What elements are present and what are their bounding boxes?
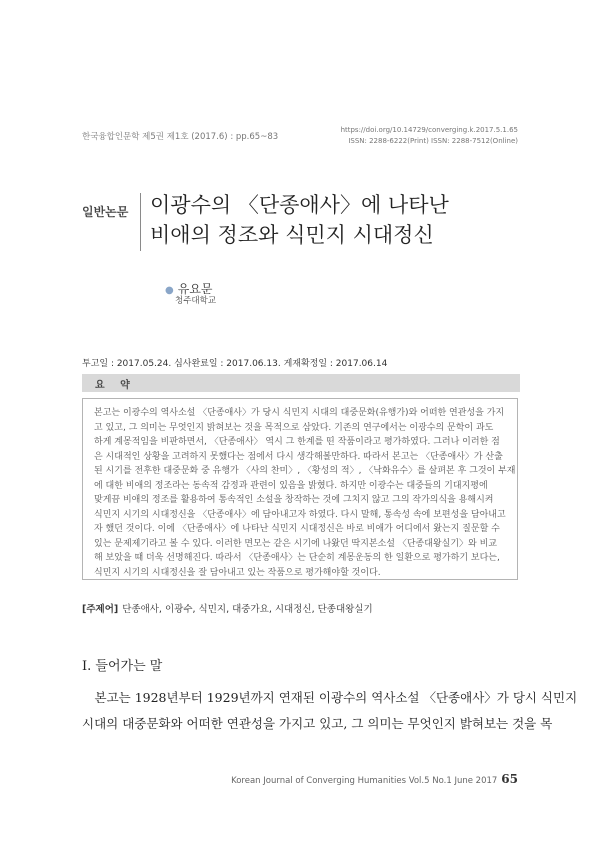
article-category: 일반논문: [82, 205, 129, 219]
title-divider: [140, 193, 141, 251]
abstract-line: 맞게끔 비애의 정조를 활용하여 통속적인 소설을 창작하는 것에 그치지 않고 그의 작가의식을 용해시켜: [94, 495, 494, 505]
title-line: 이광수의 〈단종애사〉에 나타난: [150, 193, 449, 217]
abstract-line: 고 있고, 그 의미는 무엇인지 밝혀보는 것을 목적으로 삼았다. 기존의 연구에서는 이광수의 문학이 과도: [94, 422, 494, 433]
page-number: 65: [501, 772, 518, 786]
abstract-line: 하게 계몽적임을 비판하면서, 〈단종애사〉 역시 그 한계를 띤 작품이라고 평가하였다. 그러나 이러한 점: [94, 437, 500, 447]
article-title: [150, 190, 449, 250]
keywords-text: 단종애사, 이광수, 식민지, 대중가요, 시대정신, 단종대왕실기: [122, 604, 373, 615]
abstract-header-bar: [82, 374, 520, 392]
doi-issn-block: [341, 125, 518, 147]
body-text: [82, 685, 578, 737]
footer-journal: Korean Journal of Converging Humanities Vol.5 No.1 June 2017: [231, 776, 498, 786]
author-affiliation: 청주대학교: [175, 296, 217, 306]
abstract-line: 본고는 이광수의 역사소설 〈단종애사〉가 당시 식민지 시대의 대중문화(유행가)와 어떠한 연관성을 가지: [94, 408, 505, 418]
abstract-line: 식민지 시기의 시대정신을 잘 담아내고 있는 작품으로 평가해야할 것이다.: [94, 567, 381, 578]
abstract-label: 요 약: [95, 380, 136, 391]
body-line: 시대의 대중문화와 어떠한 연관성을 가지고 있고, 그 의미는 무엇인지 밝혀보는 것을 목: [82, 716, 553, 731]
body-line: 본고는 1928년부터 1929년까지 연재된 이광수의 역사소설 〈단종애사〉가 당시 식민지: [82, 690, 578, 705]
abstract-text: [94, 406, 516, 580]
abstract-line: 된 시기를 전후한 대중문화 중 유행가 〈사의 찬미〉, 〈황성의 적〉, 〈낙화유수〉를 살펴본 후 그것이 부재: [94, 466, 516, 476]
abstract-line: 식민지 시기의 시대정신을 〈단종애사〉에 담아내고자 하였다. 다시 말해, 통속성 속에 보편성을 담아내고: [94, 509, 506, 520]
title-line: 비애의 정조와 식민지 시대정신: [150, 223, 434, 247]
abstract-line: 해 보았을 때 더욱 선명해진다. 따라서 〈단종애사〉는 단순히 계몽운동의 한 일환으로 평가하기 보다는,: [94, 553, 500, 563]
keywords-label: [주제어]: [82, 604, 119, 615]
doi-link[interactable]: https://doi.org/10.14729/converging.k.2017.5.1.65: [340, 126, 518, 134]
submission-dates: 투고일 : 2017.05.24. 심사완료일 : 2017.06.13. 게재확정일 : 2017.06.14: [82, 359, 388, 369]
keywords: [82, 601, 373, 615]
page-footer: [231, 772, 518, 786]
abstract-line: 에 대한 비애의 정조라는 동속적 감정과 관련이 있음을 밝혔다. 하지만 이광수는 대중들의 기대지평에: [94, 480, 488, 491]
abstract-line: 은 시대적인 상황을 고려하지 못했다는 점에서 다시 생각해볼만하다. 따라서 본고는 〈단종애사〉가 산출: [94, 451, 503, 462]
abstract-line: 있는 문제제기라고 볼 수 있다. 이러한 면모는 같은 시기에 나왔던 딱지본소설 〈단종대왕실기〉와 비교: [94, 538, 497, 549]
issn-text: ISSN: 2288-6222(Print) ISSN: 2288-7512(Online): [348, 137, 518, 145]
abstract-line: 자 했던 것이다. 이에 〈단종애사〉에 나타난 식민지 시대정신은 바로 비애가 어디에서 왔는지 질문할 수: [94, 524, 500, 534]
journal-info: 한국융합인문학 제5권 제1호 (2017.6) : pp.65~83: [82, 132, 279, 142]
bullet-icon: ●: [165, 285, 174, 296]
author-name: 유요문: [177, 282, 213, 296]
section-heading: Ⅰ. 들어가는 말: [82, 659, 163, 674]
